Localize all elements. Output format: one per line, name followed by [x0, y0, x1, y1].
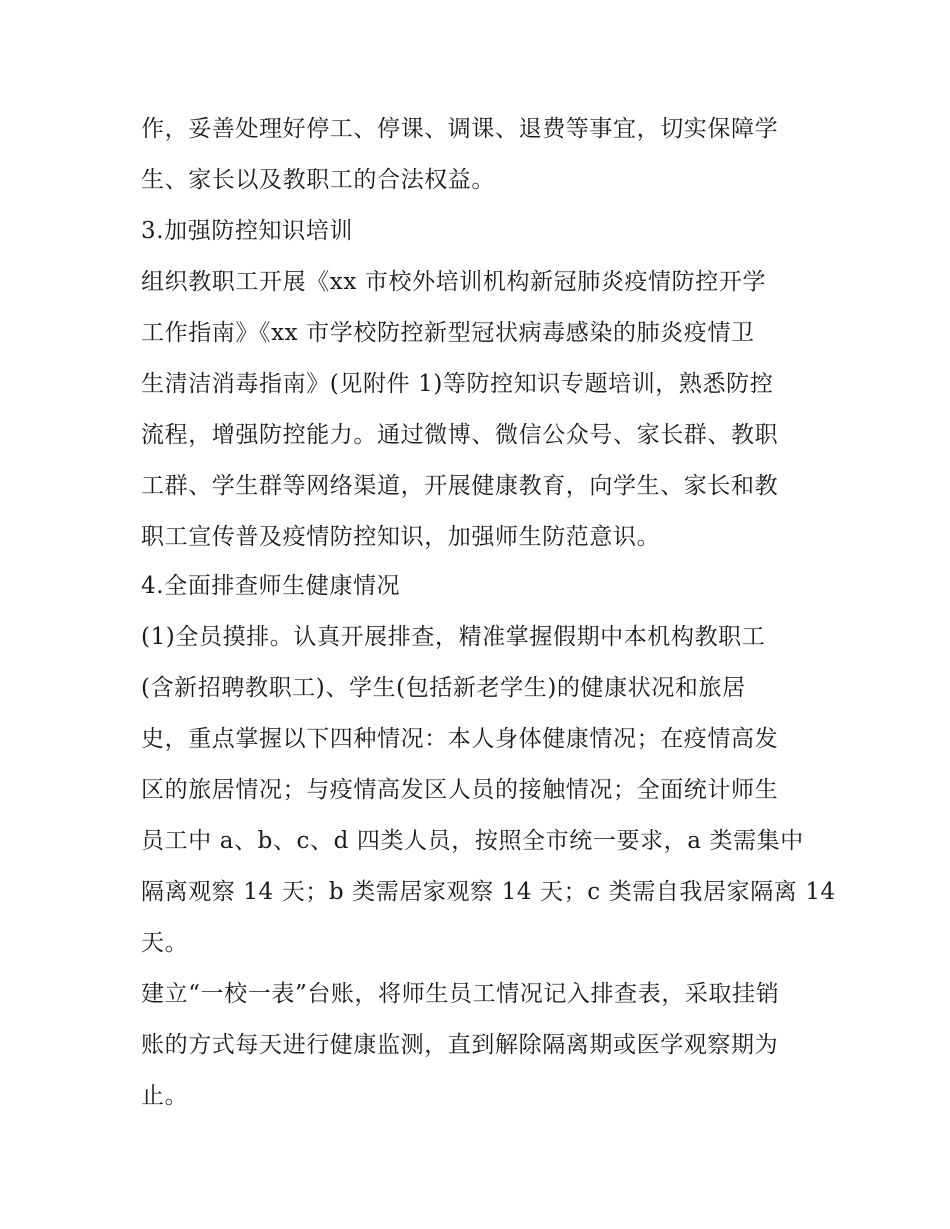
body-text-line: 隔离观察 14 天；b 类需居家观察 14 天；c 类需自我居家隔离 14	[141, 879, 836, 905]
body-text-line: 流程，增强防控能力。通过微博、微信公众号、家长群、教职	[141, 422, 779, 448]
body-text-line: 职工宣传普及疫情防控知识，加强师生防范意识。	[141, 524, 661, 550]
body-text-line: (1)全员摸排。认真开展排查，精准掌握假期中本机构教职工	[141, 624, 766, 650]
body-text-line: 员工中 a、b、c、d 四类人员，按照全市统一要求，a 类需集中	[141, 828, 804, 854]
body-text-line: 区的旅居情况；与疫情高发区人员的接触情况；全面统计师生	[141, 777, 779, 803]
body-text-line: 建立“一校一表”台账，将师生员工情况记入排查表，采取挂销	[141, 981, 780, 1007]
section-heading: 3.加强防控知识培训	[141, 218, 353, 244]
body-text-line: 作，妥善处理好停工、停课、调课、退费等事宜，切实保障学	[141, 116, 779, 142]
body-text-line: 史，重点掌握以下四种情况：本人身体健康情况；在疫情高发	[141, 726, 779, 752]
body-text-line: 生清洁消毒指南》(见附件 1)等防控知识专题培训，熟悉防控	[141, 371, 774, 397]
body-text-line: 账的方式每天进行健康监测，直到解除隔离期或医学观察期为	[141, 1032, 779, 1058]
body-text-line: 生、家长以及教职工的合法权益。	[141, 167, 495, 193]
body-text-line: 止。	[141, 1083, 189, 1109]
body-text-line: 天。	[141, 930, 189, 956]
body-text-line: 工作指南》《xx 市学校防控新型冠状病毒感染的肺炎疫情卫	[141, 320, 755, 346]
body-text-line: (含新招聘教职工)、学生(包括新老学生)的健康状况和旅居	[141, 675, 746, 701]
body-text-line: 组织教职工开展《xx 市校外培训机构新冠肺炎疫情防控开学	[141, 269, 767, 295]
body-text-line: 工群、学生群等网络渠道，开展健康教育，向学生、家长和教	[141, 473, 779, 499]
section-heading: 4.全面排查师生健康情况	[141, 573, 401, 599]
